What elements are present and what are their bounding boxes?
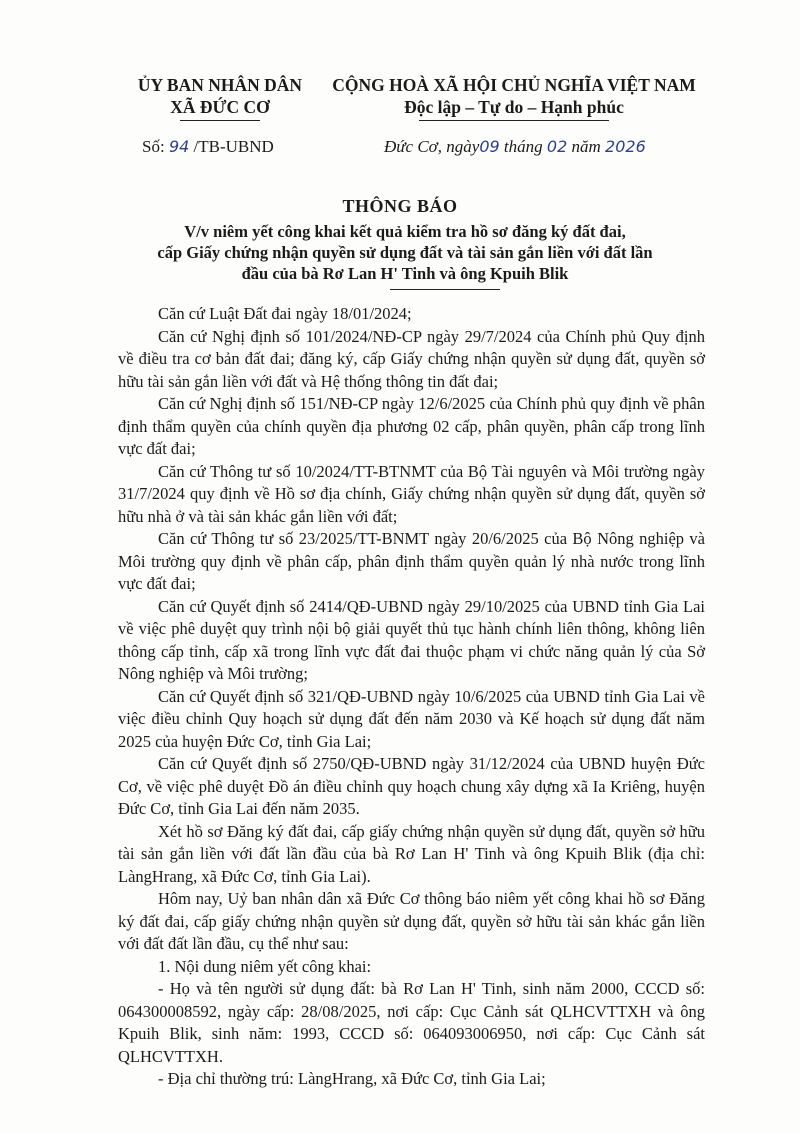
subject-line: đầu của bà Rơ Lan H' Tinh và ông Kpuih Blik [241, 264, 569, 283]
national-motto: Độc lập – Tự do – Hạnh phúc [404, 97, 624, 117]
country-name: CỘNG HOÀ XÃ HỘI CHỦ NGHĨA VIỆT NAM [332, 75, 696, 95]
paragraph: Căn cứ Thông tư số 10/2024/TT-BTNMT của Bộ Tài nguyên và Môi trường ngày 31/7/2024 quy định về Hồ sơ địa chính, Giấy chứng nhận quyền sử dụng đất, quyền sở hữu nhà ở và tài sản khác gắn liền với đất; [118, 461, 705, 526]
date-year: 2026 [605, 137, 646, 156]
paragraph: Căn cứ Quyết định số 2750/QĐ-UBND ngày 31/12/2024 của UBND huyện Đức Cơ, về việc phê duyệt Đồ án điều chỉnh quy hoạch chung xây dựng xã Ia Kriêng, huyện Đức Cơ, tỉnh Gia Lai đến năm 2035. [118, 754, 705, 818]
paragraph: - Địa chỉ thường trú: LàngHrang, xã Đức Cơ, tỉnh Gia Lai; [158, 1069, 546, 1088]
date-month-label: tháng [503, 137, 543, 156]
document-subject [110, 221, 700, 284]
document-title: THÔNG BÁO [342, 196, 458, 216]
commune-name: XÃ ĐỨC CƠ [170, 97, 270, 117]
section-heading: 1. Nội dung niêm yết công khai: [158, 956, 372, 976]
subject-line: V/v niêm yết công khai kết quả kiểm tra hồ sơ đăng ký đất đai, [184, 222, 626, 241]
paragraph: Căn cứ Nghị định số 151/NĐ-CP ngày 12/6/2025 của Chính phủ quy định về phân định thẩm quyền của chính quyền địa phương 02 cấp, phân quyền, phân cấp trong lĩnh vực đất đai; [118, 394, 705, 458]
date-day: 09 [479, 137, 500, 156]
paragraph: Căn cứ Quyết định số 2414/QĐ-UBND ngày 29/10/2025 của UBND tỉnh Gia Lai về việc phê duyệt quy trình nội bộ giải quyết thủ tục hành chính liên thông, không liên thông cấp tỉnh, cấp xã trong lĩnh vực đất đai thuộc phạm vi chức năng quản lý của Sở Nông nghiệp và Môi trường; [118, 596, 705, 683]
document-number [142, 137, 274, 157]
date-place: Đức Cơ, ngày [384, 137, 480, 156]
paragraph: Căn cứ Luật Đất đai ngày 18/01/2024; [158, 304, 412, 323]
number-handwritten: 94 [168, 137, 190, 156]
date-year-label: năm [571, 137, 601, 156]
number-suffix: /TB-UBND [193, 137, 274, 156]
date-month: 02 [546, 137, 568, 156]
paragraph: - Họ và tên người sử dụng đất: bà Rơ Lan H' Tinh, sinh năm 2000, CCCD số: 064300008592, ngày cấp: 28/08/2025, nơi cấp: Cục Cảnh sát QLHCVTTXH và ông Kpuih Blik, sinh năm: 1993, CCCD số: 064093006950, nơi cấp: Cục Cảnh sát QLHCVTTXH. [118, 979, 705, 1066]
paragraph: Hôm nay, Uỷ ban nhân dân xã Đức Cơ thông báo niêm yết công khai hồ sơ Đăng ký đất đai, cấp giấy chứng nhận quyền sử dụng đất, quyền sở hữu tài sản khác gắn liền với đất đất lần đầu, cụ thể như sau: [118, 889, 705, 953]
document-body [118, 303, 705, 1091]
paragraph: Xét hồ sơ Đăng ký đất đai, cấp giấy chứng nhận quyền sử dụng đất, quyền sở hữu tài sản gắn liền với đất lần đầu của bà Rơ Lan H' Tinh và ông Kpuih Blik (địa chỉ: LàngHrang, xã Đức Cơ, tỉnh Gia Lai). [118, 821, 705, 886]
subject-underline [390, 289, 500, 290]
issue-date [384, 137, 646, 157]
subject-line: cấp Giấy chứng nhận quyền sử dụng đất và tài sản gắn liền với đất lần [157, 243, 653, 262]
number-prefix: Số: [142, 137, 165, 156]
paragraph: Căn cứ Nghị định số 101/2024/NĐ-CP ngày 29/7/2024 của Chính phủ Quy định về điều tra cơ bản đất đai; đăng ký, cấp Giấy chứng nhận quyền sử dụng đất, quyền sở hữu tài sản gắn liền với đất và Hệ thống thông tin đất đai; [118, 326, 705, 391]
paragraph: Căn cứ Thông tư số 23/2025/TT-BNMT ngày 20/6/2025 của Bộ Nông nghiệp và Môi trường quy định về phân cấp, phân định thẩm quyền quản lý nhà nước trong lĩnh vực đất đai; [118, 529, 705, 593]
motto-underline [419, 120, 609, 121]
agency-header [100, 74, 340, 121]
national-header [318, 74, 710, 121]
agency-name: ỦY BAN NHÂN DÂN [137, 75, 303, 95]
agency-underline [180, 120, 260, 121]
paragraph: Căn cứ Quyết định số 321/QĐ-UBND ngày 10/6/2025 của UBND tỉnh Gia Lai về việc điều chỉnh Quy hoạch sử dụng đất đến năm 2030 và Kế hoạch sử dụng đất năm 2025 của huyện Đức Cơ, tỉnh Gia Lai; [118, 686, 705, 751]
